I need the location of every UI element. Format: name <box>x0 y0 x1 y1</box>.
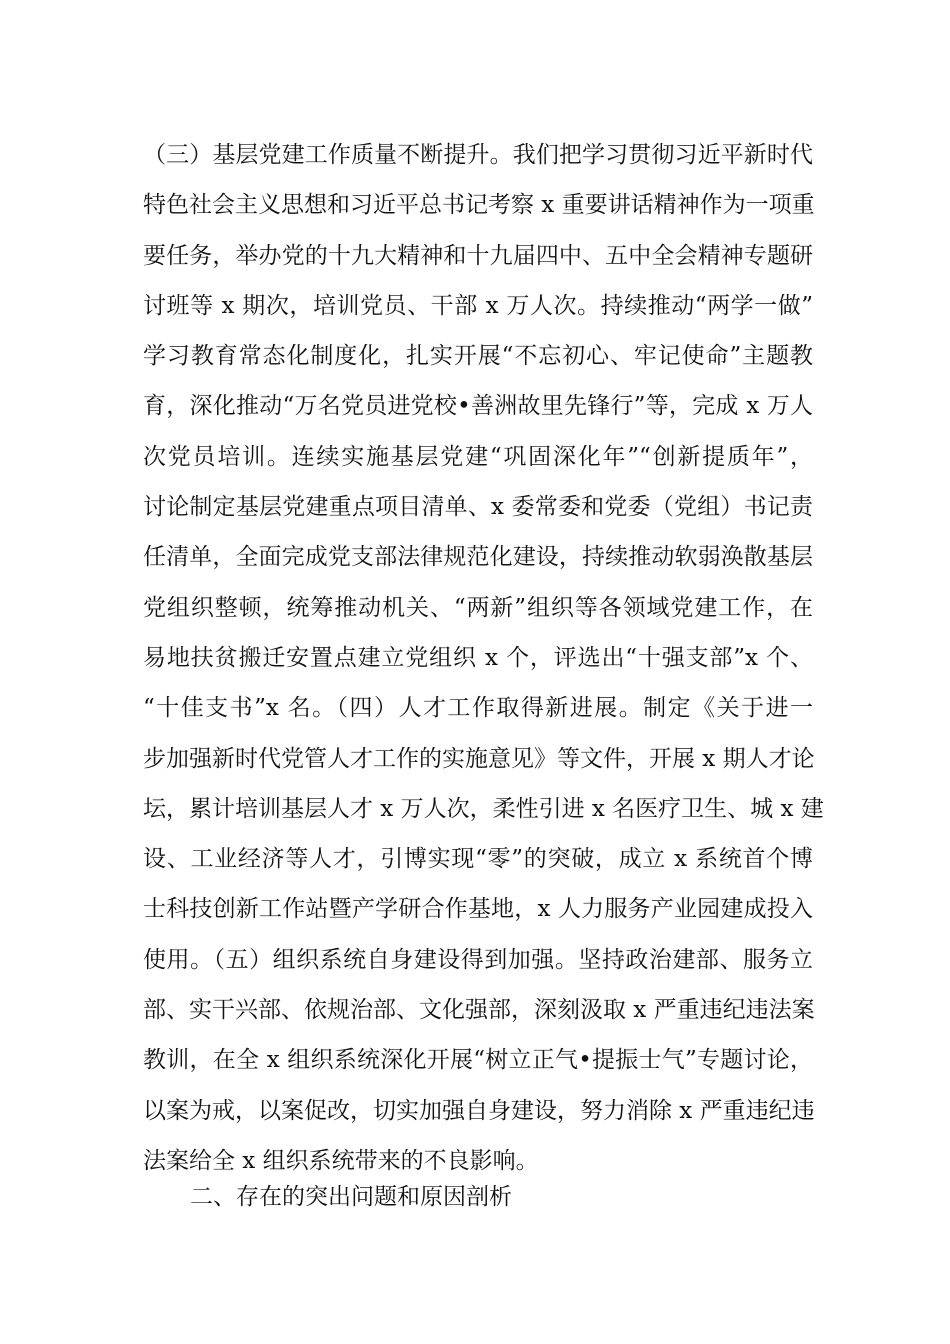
paragraph-line: 育，深化推动“万名党员进党校•善洲故里先锋行”等，完成 x 万人 <box>143 393 813 420</box>
paragraph-line: 教训，在全 x 组织系统深化开展“树立正气•提振士气”专题讨论， <box>143 1047 813 1074</box>
paragraph-line: 步加强新时代党管人才工作的实施意见》等文件，开展 x 期人才论 <box>143 745 815 772</box>
paragraph-line: 易地扶贫搬迁安置点建立党组织 x 个，评选出“十强支部”x 个、 <box>143 644 813 671</box>
paragraph-line: 设、工业经济等人才，引博实现“零”的突破，成立 x 系统首个博 <box>143 846 813 873</box>
paragraph-line: 要任务，举办党的十九大精神和十九届四中、五中全会精神专题研 <box>143 242 813 269</box>
section-heading: 二、存在的突出问题和原因剖析 <box>190 1184 512 1210</box>
paragraph-line: 党组织整顿，统筹推动机关、“两新”组织等各领域党建工作，在 <box>143 594 813 621</box>
paragraph-line: 特色社会主义思想和习近平总书记考察 x 重要讲话精神作为一项重 <box>143 192 815 219</box>
paragraph-line: 讨班等 x 期次，培训党员、干部 x 万人次。持续推动“两学一做” <box>143 292 813 319</box>
paragraph-line: （三）基层党建工作质量不断提升。我们把学习贯彻习近平新时代 <box>143 142 813 168</box>
paragraph-line: 使用。（五）组织系统自身建设得到加强。坚持政治建部、服务立 <box>143 946 813 973</box>
paragraph-line: 学习教育常态化制度化，扎实开展“不忘初心、牢记使命”主题教 <box>143 343 813 370</box>
paragraph-line: “十佳支书”x 名。（四）人才工作取得新进展。制定《关于进一 <box>143 695 813 722</box>
paragraph-line: 法案给全 x 组织系统带来的不良影响。 <box>143 1147 539 1174</box>
paragraph-line: 士科技创新工作站暨产学研合作基地，x 人力服务产业园建成投入 <box>143 896 813 923</box>
paragraph-line: 讨论制定基层党建重点项目清单、x 委常委和党委（党组）书记责 <box>143 494 813 521</box>
paragraph-line: 以案为戒，以案促改，切实加强自身建设，努力消除 x 严重违纪违 <box>143 1097 815 1124</box>
paragraph-line: 次党员培训。连续实施基层党建“巩固深化年”“创新提质年”， <box>143 443 813 470</box>
paragraph-line: 任清单，全面完成党支部法律规范化建设，持续推动软弱涣散基层 <box>143 544 813 571</box>
paragraph-line: 坛，累计培训基层人才 x 万人次，柔性引进 x 名医疗卫生、城 x 建 <box>143 795 824 822</box>
body-paragraph <box>143 130 824 1186</box>
paragraph-line: 部、实干兴部、依规治部、文化强部，深刻汲取 x 严重违纪违法案 <box>143 997 815 1024</box>
